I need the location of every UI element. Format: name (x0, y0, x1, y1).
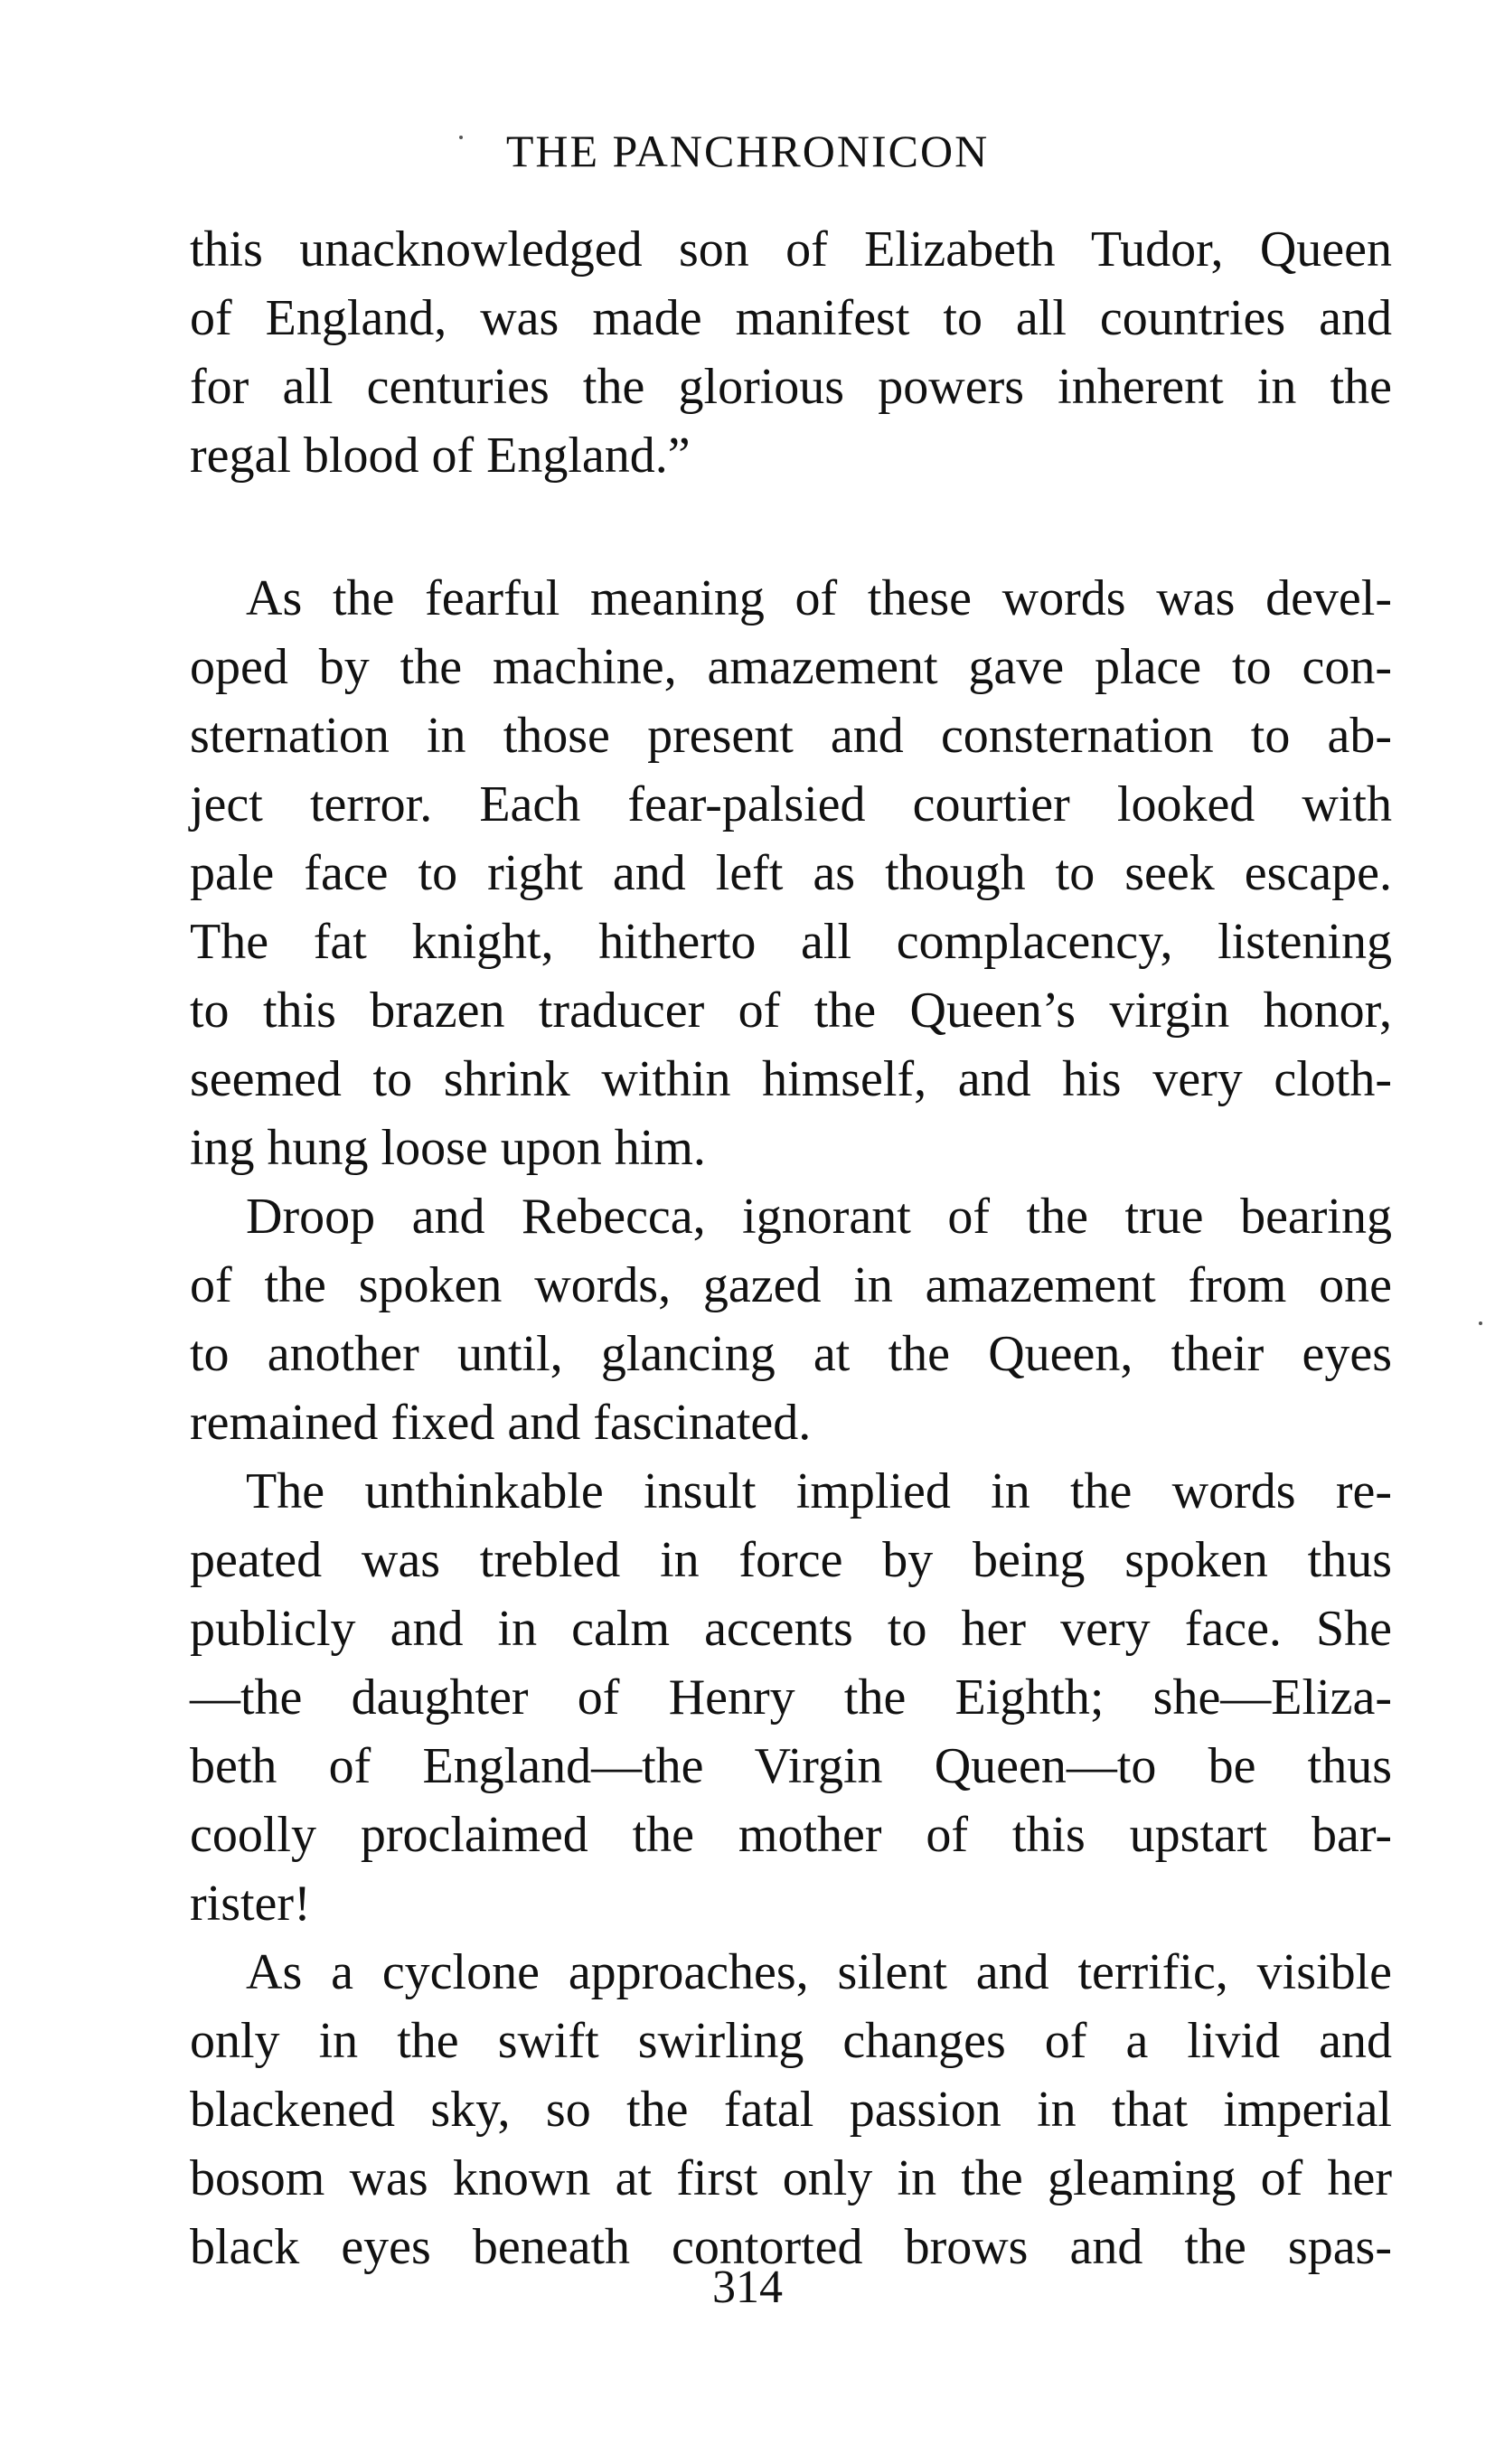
text-line: The unthinkable insult implied in the words re- (246, 1463, 1392, 1519)
running-title: THE PANCHRONICON (505, 126, 990, 176)
text-line: to this brazen traducer of the Queen’s virgin honor, (190, 983, 1392, 1039)
body-text (190, 215, 1392, 2281)
text-line: sternation in those present and consternation to ab- (190, 708, 1392, 764)
paragraph (190, 1182, 1392, 1457)
text-line: —the daughter of Henry the Eighth; she—Eliza- (190, 1669, 1392, 1726)
print-speck (1479, 1321, 1482, 1325)
text-line: to another until, glancing at the Queen, their eyes (190, 1326, 1392, 1382)
text-line: As a cyclone approaches, silent and terrific, visible (246, 1944, 1392, 2000)
text-line: black eyes beneath contorted brows and the spas- (190, 2219, 1392, 2275)
text-line: The fat knight, hitherto all complacency, listening (190, 914, 1392, 970)
text-line: remained fixed and fascinated. (190, 1395, 812, 1451)
text-line: coolly proclaimed the mother of this upstart bar- (190, 1807, 1392, 1863)
text-line: for all centuries the glorious powers inherent in the (190, 359, 1392, 415)
paragraph (190, 564, 1392, 1182)
text-line: peated was trebled in force by being spoken thus (190, 1532, 1392, 1588)
page-number: 314 (712, 2262, 783, 2313)
text-line: As the fearful meaning of these words was devel- (246, 570, 1392, 626)
text-line: Droop and Rebecca, ignorant of the true bearing (246, 1189, 1392, 1245)
section-break (190, 490, 1392, 564)
text-line: oped by the machine, amazement gave place to con- (190, 639, 1392, 695)
text-line: publicly and in calm accents to her very face. She (190, 1601, 1392, 1657)
paragraph (190, 1457, 1392, 1938)
paragraph (190, 215, 1392, 490)
text-line: ject terror. Each fear-palsied courtier looked with (190, 776, 1392, 832)
text-line: bosom was known at first only in the gleaming of her (190, 2150, 1392, 2206)
text-line: pale face to right and left as though to seek escape. (190, 845, 1392, 901)
text-line: ing hung loose upon him. (190, 1120, 706, 1176)
text-line: blackened sky, so the fatal passion in that imperial (190, 2082, 1392, 2138)
text-line: regal blood of England.” (190, 428, 691, 484)
text-line: of the spoken words, gazed in amazement from one (190, 1257, 1392, 1313)
text-line: of England, was made manifest to all countries and (190, 290, 1392, 346)
text-line: rister! (190, 1876, 311, 1932)
text-line: seemed to shrink within himself, and his very cloth- (190, 1051, 1392, 1107)
text-line: only in the swift swirling changes of a livid and (190, 2013, 1392, 2069)
paragraph (190, 1938, 1392, 2281)
text-line: beth of England—the Virgin Queen—to be thus (190, 1738, 1392, 1794)
text-line: this unacknowledged son of Elizabeth Tudor, Queen (190, 221, 1392, 277)
